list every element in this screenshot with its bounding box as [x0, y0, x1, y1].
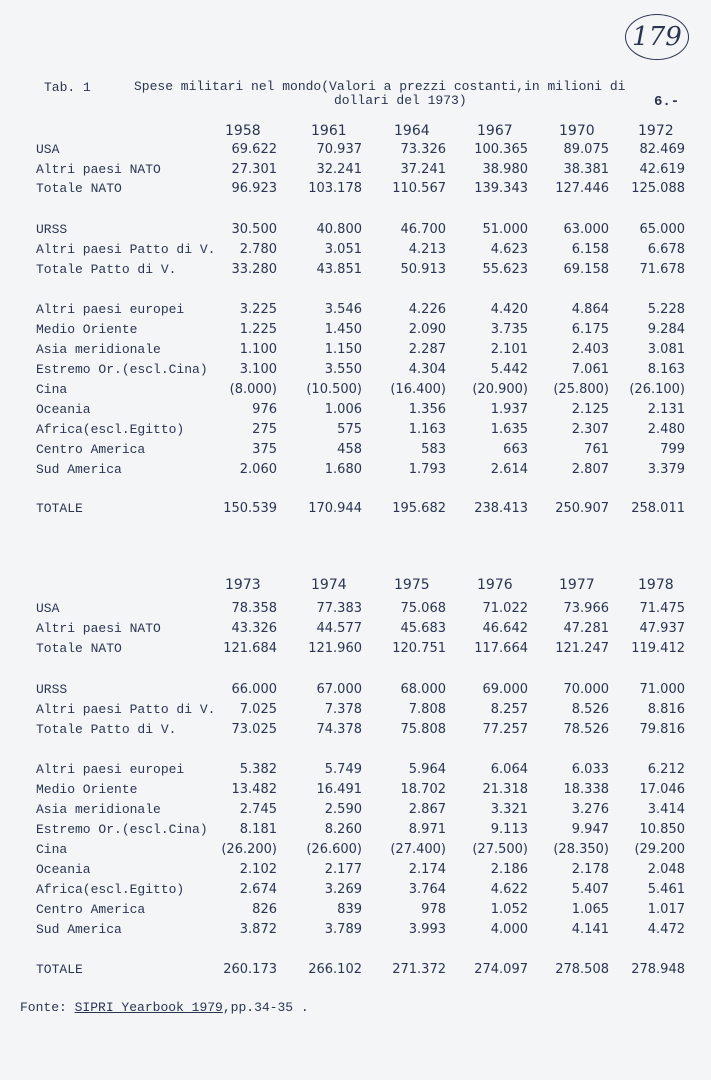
year-header: 1970: [559, 123, 595, 139]
table-cell: 663: [503, 442, 528, 457]
table-cell: 47.281: [563, 621, 609, 636]
table-cell: 2.590: [324, 802, 362, 817]
row-label: USA: [36, 142, 60, 157]
table-cell: 65.000: [639, 222, 685, 237]
table-cell: 10.850: [639, 822, 685, 837]
row-label: Centro America: [36, 442, 146, 457]
table-cell: 7.025: [239, 702, 277, 717]
table-cell: (25.800): [553, 382, 609, 397]
table-cell: 2.287: [408, 342, 446, 357]
table-cell: 3.872: [239, 922, 277, 937]
table-cell: 5.228: [647, 302, 685, 317]
table-cell: 17.046: [639, 782, 685, 797]
table-cell: 16.491: [316, 782, 362, 797]
table-cell: (29.200: [634, 842, 685, 857]
table-cell: 3.051: [324, 242, 362, 257]
year-header: 1978: [638, 577, 674, 593]
table-cell: 976: [252, 402, 277, 417]
table-cell: 9.113: [490, 822, 528, 837]
table-cell: 68.000: [400, 682, 446, 697]
source-pages: ,pp.34-35 .: [222, 1000, 309, 1015]
table-cell: 5.407: [571, 882, 609, 897]
table-cell: 1.163: [408, 422, 446, 437]
row-label: Oceania: [36, 862, 91, 877]
table-cell: 6.175: [571, 322, 609, 337]
table-cell: 2.177: [324, 862, 362, 877]
table-cell: 77.257: [482, 722, 528, 737]
table-cell: 69.158: [563, 262, 609, 277]
table-cell: 278.948: [631, 962, 685, 977]
table-cell: 6.033: [571, 762, 609, 777]
row-label: Sud America: [36, 462, 122, 477]
table-cell: 44.577: [316, 621, 362, 636]
table-cell: 117.664: [474, 641, 528, 656]
table-cell: 799: [660, 442, 685, 457]
table-cell: (26.600): [306, 842, 362, 857]
table-cell: 274.097: [474, 962, 528, 977]
table-cell: 1.017: [647, 902, 685, 917]
table-cell: 1.225: [239, 322, 277, 337]
table-cell: (16.400): [390, 382, 446, 397]
table-cell: 1.100: [239, 342, 277, 357]
table-cell: 583: [421, 442, 446, 457]
table-cell: 43.326: [231, 621, 277, 636]
table-cell: 7.808: [408, 702, 446, 717]
year-header: 1958: [225, 123, 261, 139]
row-label: Cina: [36, 382, 68, 397]
row-label: TOTALE: [36, 501, 83, 516]
table-cell: 195.682: [392, 501, 446, 516]
table-cell: 266.102: [308, 962, 362, 977]
table-cell: 275: [252, 422, 277, 437]
table-cell: 2.048: [647, 862, 685, 877]
year-header: 1972: [638, 123, 674, 139]
table-cell: 2.807: [571, 462, 609, 477]
table-cell: 6.064: [490, 762, 528, 777]
title-line-1: Spese militari nel mondo(Valori a prezzi costanti,in milioni di: [134, 79, 626, 94]
table-cell: 70.937: [316, 142, 362, 157]
table-cell: 8.181: [239, 822, 277, 837]
table-cell: 21.318: [482, 782, 528, 797]
table-cell: 5.442: [490, 362, 528, 377]
year-header: 1975: [394, 577, 430, 593]
table-cell: 100.365: [474, 142, 528, 157]
table-cell: 55.623: [482, 262, 528, 277]
row-label: Altri paesi Patto di V.: [36, 702, 216, 717]
table-cell: 40.800: [316, 222, 362, 237]
table-cell: 74.378: [316, 722, 362, 737]
table-cell: 110.567: [392, 181, 446, 196]
row-label: Centro America: [36, 902, 146, 917]
row-label: Africa(escl.Egitto): [36, 882, 185, 897]
table-cell: 71.022: [482, 601, 528, 616]
table-cell: 96.923: [231, 181, 277, 196]
table-cell: 4.623: [490, 242, 528, 257]
row-label: URSS: [36, 682, 68, 697]
table-cell: 3.225: [239, 302, 277, 317]
table-cell: 71.475: [639, 601, 685, 616]
table-cell: 3.735: [490, 322, 528, 337]
table-cell: 2.090: [408, 322, 446, 337]
table-cell: 278.508: [555, 962, 609, 977]
table-cell: 9.947: [571, 822, 609, 837]
table-cell: 2.780: [239, 242, 277, 257]
table-cell: 121.960: [308, 641, 362, 656]
page-number: 179: [625, 14, 689, 60]
year-header: 1977: [559, 577, 595, 593]
row-label: Altri paesi Patto di V.: [36, 242, 216, 257]
table-cell: 18.702: [400, 782, 446, 797]
table-cell: 73.966: [563, 601, 609, 616]
table-cell: 1.450: [324, 322, 362, 337]
row-label: Medio Oriente: [36, 782, 138, 797]
row-label: Oceania: [36, 402, 91, 417]
table-cell: 37.241: [400, 162, 446, 177]
table-cell: 33.280: [231, 262, 277, 277]
row-label: URSS: [36, 222, 68, 237]
table-cell: 27.301: [231, 162, 277, 177]
table-cell: 3.276: [571, 802, 609, 817]
table-cell: 2.403: [571, 342, 609, 357]
table-cell: 3.321: [490, 802, 528, 817]
table-cell: 45.683: [400, 621, 446, 636]
table-cell: 2.125: [571, 402, 609, 417]
table-cell: 4.304: [408, 362, 446, 377]
row-label: Altri paesi NATO: [36, 162, 161, 177]
table-cell: 50.913: [400, 262, 446, 277]
page-reference: 6.-: [654, 94, 680, 110]
table-cell: 69.000: [482, 682, 528, 697]
table-cell: 2.131: [647, 402, 685, 417]
table-cell: 47.937: [639, 621, 685, 636]
row-label: Asia meridionale: [36, 802, 161, 817]
table-cell: 1.052: [490, 902, 528, 917]
table-cell: (28.350): [553, 842, 609, 857]
table-cell: 2.614: [490, 462, 528, 477]
row-label: Asia meridionale: [36, 342, 161, 357]
row-label: Estremo Or.(escl.Cina): [36, 822, 208, 837]
table-cell: (20.900): [472, 382, 528, 397]
table-cell: 7.061: [571, 362, 609, 377]
year-header: 1976: [477, 577, 513, 593]
source-prefix: Fonte:: [20, 1000, 67, 1015]
table-cell: (26.200): [221, 842, 277, 857]
table-cell: 2.480: [647, 422, 685, 437]
table-cell: 46.700: [400, 222, 446, 237]
table-cell: 42.619: [639, 162, 685, 177]
table-cell: 13.482: [231, 782, 277, 797]
table-cell: 121.247: [555, 641, 609, 656]
table-cell: 4.000: [490, 922, 528, 937]
table-cell: 2.178: [571, 862, 609, 877]
table-cell: 63.000: [563, 222, 609, 237]
table-cell: 69.622: [231, 142, 277, 157]
table-cell: 18.338: [563, 782, 609, 797]
table-cell: 2.174: [408, 862, 446, 877]
table-cell: 51.000: [482, 222, 528, 237]
table-cell: 79.816: [639, 722, 685, 737]
table-cell: 1.680: [324, 462, 362, 477]
table-cell: 8.816: [647, 702, 685, 717]
year-header: 1961: [311, 123, 347, 139]
source-note: [20, 1000, 309, 1015]
table-cell: 139.343: [474, 181, 528, 196]
table-cell: 38.980: [482, 162, 528, 177]
table-cell: 3.081: [647, 342, 685, 357]
table-cell: 82.469: [639, 142, 685, 157]
table-cell: 120.751: [392, 641, 446, 656]
table-cell: (26.100): [629, 382, 685, 397]
row-label: Totale Patto di V.: [36, 722, 177, 737]
table-cell: 73.326: [400, 142, 446, 157]
table-cell: 839: [337, 902, 362, 917]
table-cell: 978: [421, 902, 446, 917]
table-cell: 46.642: [482, 621, 528, 636]
table-cell: 1.635: [490, 422, 528, 437]
table-cell: 2.867: [408, 802, 446, 817]
table-cell: 89.075: [563, 142, 609, 157]
table-cell: 71.678: [639, 262, 685, 277]
table-cell: 30.500: [231, 222, 277, 237]
table-cell: 71.000: [639, 682, 685, 697]
table-cell: 375: [252, 442, 277, 457]
table-cell: 77.383: [316, 601, 362, 616]
table-cell: 43.851: [316, 262, 362, 277]
table-cell: 5.382: [239, 762, 277, 777]
table-cell: 70.000: [563, 682, 609, 697]
table-cell: 5.749: [324, 762, 362, 777]
table-title: [134, 80, 654, 108]
row-label: Altri paesi europei: [36, 762, 185, 777]
table-cell: 8.163: [647, 362, 685, 377]
table-cell: 2.745: [239, 802, 277, 817]
table-cell: 2.674: [239, 882, 277, 897]
table-cell: 73.025: [231, 722, 277, 737]
title-line-2: dollari del 1973): [334, 93, 467, 108]
table-cell: 250.907: [555, 501, 609, 516]
table-cell: 1.065: [571, 902, 609, 917]
table-cell: (10.500): [306, 382, 362, 397]
table-cell: 4.622: [490, 882, 528, 897]
table-cell: 38.381: [563, 162, 609, 177]
row-label: Medio Oriente: [36, 322, 138, 337]
table-cell: 2.060: [239, 462, 277, 477]
table-cell: 2.307: [571, 422, 609, 437]
table-cell: 75.068: [400, 601, 446, 616]
table-cell: (27.500): [472, 842, 528, 857]
table-cell: 2.186: [490, 862, 528, 877]
table-cell: 4.213: [408, 242, 446, 257]
table-cell: 271.372: [392, 962, 446, 977]
row-label: Sud America: [36, 922, 122, 937]
source-reference: SIPRI Yearbook 1979: [74, 1000, 223, 1015]
table-cell: 66.000: [231, 682, 277, 697]
table-cell: 8.526: [571, 702, 609, 717]
row-label: TOTALE: [36, 962, 83, 977]
table-cell: 8.971: [408, 822, 446, 837]
table-cell: 1.006: [324, 402, 362, 417]
table-cell: 258.011: [631, 501, 685, 516]
table-cell: 9.284: [647, 322, 685, 337]
table-cell: 238.413: [474, 501, 528, 516]
table-cell: 260.173: [223, 962, 277, 977]
table-cell: 1.937: [490, 402, 528, 417]
table-cell: 2.101: [490, 342, 528, 357]
table-cell: (8.000): [229, 382, 277, 397]
table-cell: 121.684: [223, 641, 277, 656]
table-cell: 4.864: [571, 302, 609, 317]
table-cell: 3.100: [239, 362, 277, 377]
row-label: Totale NATO: [36, 641, 122, 656]
year-header: 1973: [225, 577, 261, 593]
year-header: 1974: [311, 577, 347, 593]
table-cell: 3.414: [647, 802, 685, 817]
table-cell: 3.550: [324, 362, 362, 377]
table-cell: 4.141: [571, 922, 609, 937]
table-cell: 3.993: [408, 922, 446, 937]
row-label: Cina: [36, 842, 68, 857]
table-cell: 1.793: [408, 462, 446, 477]
table-cell: 7.378: [324, 702, 362, 717]
table-cell: 4.472: [647, 922, 685, 937]
table-cell: 3.379: [647, 462, 685, 477]
table-cell: 67.000: [316, 682, 362, 697]
table-cell: 8.260: [324, 822, 362, 837]
row-label: Altri paesi NATO: [36, 621, 161, 636]
table-cell: 6.158: [571, 242, 609, 257]
table-cell: 2.102: [239, 862, 277, 877]
table-cell: 78.526: [563, 722, 609, 737]
table-cell: 4.226: [408, 302, 446, 317]
table-cell: 3.764: [408, 882, 446, 897]
table-label: Tab. 1: [44, 80, 91, 95]
table-cell: 75.808: [400, 722, 446, 737]
row-label: Totale Patto di V.: [36, 262, 177, 277]
table-cell: 761: [584, 442, 609, 457]
row-label: Altri paesi europei: [36, 302, 185, 317]
table-cell: 3.789: [324, 922, 362, 937]
table-cell: 575: [337, 422, 362, 437]
row-label: Estremo Or.(escl.Cina): [36, 362, 208, 377]
table-cell: 103.178: [308, 181, 362, 196]
table-cell: 1.150: [324, 342, 362, 357]
table-cell: 3.546: [324, 302, 362, 317]
table-cell: (27.400): [390, 842, 446, 857]
table-cell: 6.212: [647, 762, 685, 777]
table-cell: 32.241: [316, 162, 362, 177]
table-cell: 5.964: [408, 762, 446, 777]
table-cell: 170.944: [308, 501, 362, 516]
table-cell: 4.420: [490, 302, 528, 317]
table-cell: 826: [252, 902, 277, 917]
year-header: 1967: [477, 123, 513, 139]
table-cell: 119.412: [631, 641, 685, 656]
table-cell: 3.269: [324, 882, 362, 897]
table-cell: 1.356: [408, 402, 446, 417]
row-label: USA: [36, 601, 60, 616]
table-cell: 127.446: [555, 181, 609, 196]
table-cell: 78.358: [231, 601, 277, 616]
row-label: Totale NATO: [36, 181, 122, 196]
row-label: Africa(escl.Egitto): [36, 422, 185, 437]
table-cell: 6.678: [647, 242, 685, 257]
table-cell: 8.257: [490, 702, 528, 717]
year-header: 1964: [394, 123, 430, 139]
table-cell: 5.461: [647, 882, 685, 897]
table-cell: 125.088: [631, 181, 685, 196]
table-cell: 150.539: [223, 501, 277, 516]
table-cell: 458: [337, 442, 362, 457]
